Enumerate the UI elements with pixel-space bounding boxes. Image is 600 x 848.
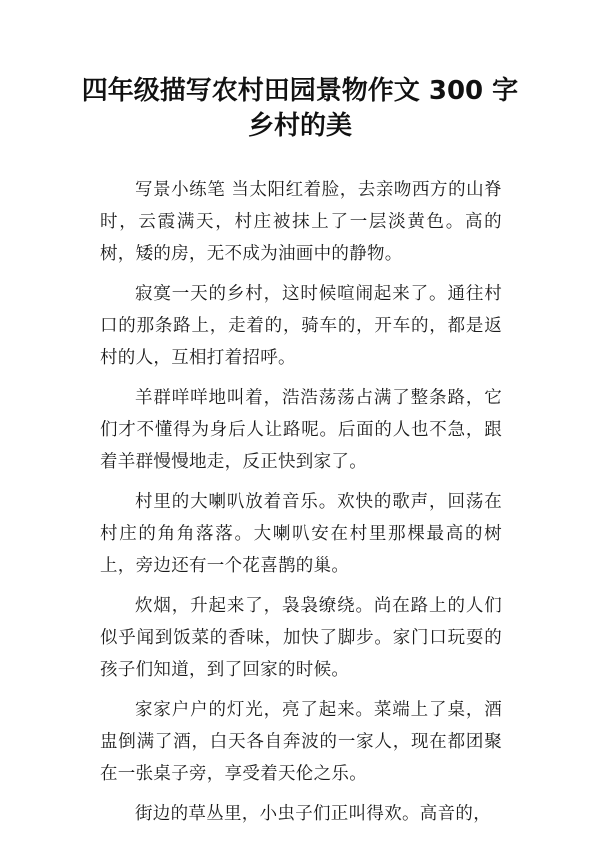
paragraph: 写景小练笔 当太阳红着脸，去亲吻西方的山脊时，云霞满天，村庄被抹上了一层淡黄色。高的树，矮的房，无不成为油画中的静物。 — [100, 180, 502, 264]
article-body — [100, 174, 502, 838]
paragraph: 街边的草丛里，小虫子们正叫得欢。高音的， — [135, 804, 491, 824]
paragraph: 炊烟，升起来了，袅袅缭绕。尚在路上的人们似乎闻到饭菜的香味，加快了脚步。家门口玩耍的孩子们知道，到了回家的时候。 — [100, 596, 502, 680]
paragraph: 寂寞一天的乡村，这时候喧闹起来了。通往村口的那条路上，走着的，骑车的，开车的，都是返村的人，互相打着招呼。 — [100, 284, 502, 368]
paragraph: 村里的大喇叭放着音乐。欢快的歌声，回荡在村庄的角角落落。大喇叭安在村里那棵最高的树上，旁边还有一个花喜鹊的巢。 — [100, 492, 502, 576]
paragraph: 羊群咩咩地叫着，浩浩荡荡占满了整条路，它们才不懂得为身后人让路呢。后面的人也不急，跟着羊群慢慢地走，反正快到家了。 — [100, 388, 502, 472]
paragraph: 家家户户的灯光，亮了起来。菜端上了桌，酒盅倒满了酒，白天各自奔波的一家人，现在都团聚在一张桌子旁，享受着天伦之乐。 — [100, 700, 502, 784]
document-title: 四年级描写农村田园景物作文 300 字 — [81, 76, 519, 106]
document-subtitle: 乡村的美 — [247, 111, 352, 141]
